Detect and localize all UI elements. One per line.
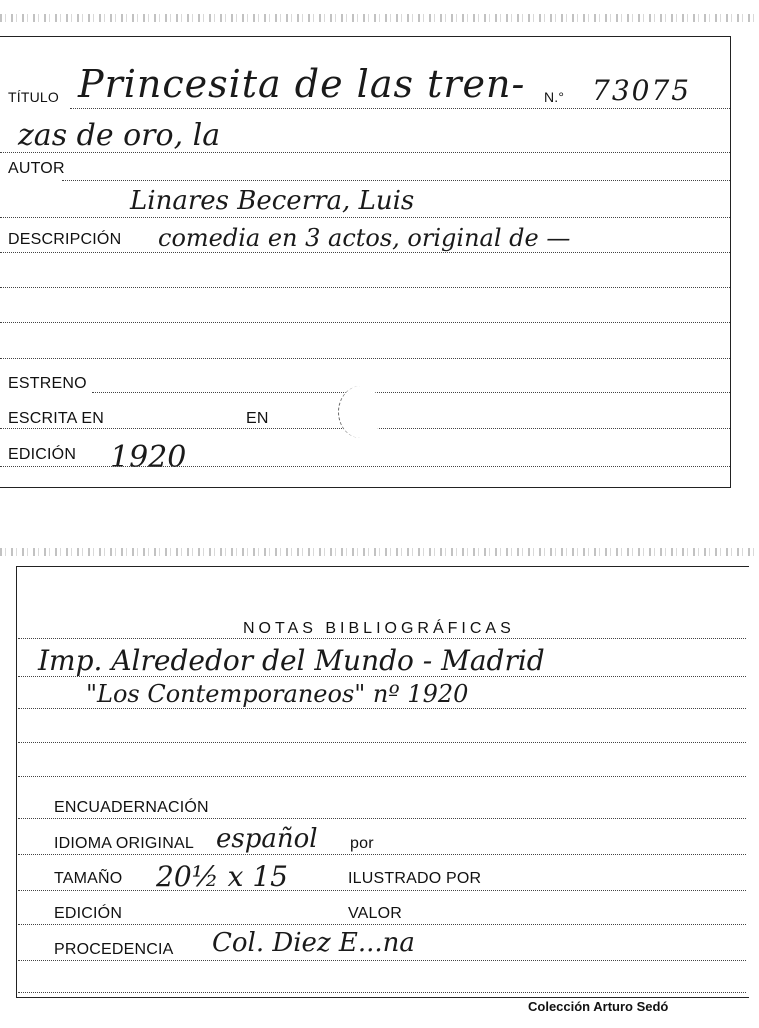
tamano-line [18, 890, 746, 891]
descripcion-line-3 [0, 322, 730, 323]
notas-line-3 [18, 708, 746, 709]
edicion-value-top: 1920 [110, 440, 187, 475]
notas-value-2: "Los Contemporaneos" nº 1920 [86, 680, 469, 708]
estreno-line [92, 392, 730, 393]
descripcion-label: DESCRIPCIÓN [8, 231, 122, 248]
encuadernacion-label: ENCUADERNACIÓN [54, 799, 209, 816]
edicion-label-top: EDICIÓN [8, 446, 77, 463]
collection-footer: Colección Arturo Sedó [528, 999, 669, 1014]
escrita-en-label: ESCRITA EN [8, 410, 104, 427]
autor-value: Linares Becerra, Luis [130, 186, 415, 216]
notas-line-4 [18, 742, 746, 743]
titulo-value-line1: Princesita de las tren- [78, 62, 526, 106]
edicion-line-top [0, 466, 730, 467]
numero-value: 73075 [592, 74, 692, 107]
edicion-line-bottom [18, 924, 746, 925]
por-label: por [350, 835, 374, 852]
estreno-label: ESTRENO [8, 375, 87, 392]
titulo-value-line2: zas de oro, la [18, 118, 221, 153]
ilustrado-por-label: ILUSTRADO POR [348, 870, 482, 887]
autor-line-1 [62, 180, 730, 181]
valor-label: VALOR [348, 905, 403, 922]
titulo-line-1 [70, 108, 730, 109]
descripcion-line-4 [0, 358, 730, 359]
notas-value-1: Imp. Alrededor del Mundo - Madrid [38, 644, 545, 677]
tamano-label: TAMAÑO [54, 870, 123, 887]
tamano-value: 20½ x 15 [156, 860, 288, 893]
descripcion-line-1 [0, 252, 730, 253]
edicion-label-bottom: EDICIÓN [54, 905, 123, 922]
idioma-original-value: español [216, 824, 318, 854]
numero-label: N.° [544, 89, 565, 105]
autor-line-2 [0, 217, 730, 218]
scan-noise-middle [0, 548, 759, 556]
procedencia-label: PROCEDENCIA [54, 941, 174, 958]
notas-line-1 [18, 638, 746, 639]
notas-line-5 [18, 776, 746, 777]
descripcion-line-2 [0, 287, 730, 288]
bottom-card-line [18, 992, 746, 993]
descripcion-value: comedia en 3 actos, original de — [158, 224, 571, 252]
scan-noise-top [0, 14, 759, 22]
encuadernacion-line [18, 818, 746, 819]
notas-line-2 [18, 676, 746, 677]
notas-heading: NOTAS BIBLIOGRÁFICAS [243, 620, 515, 637]
procedencia-line [18, 960, 746, 961]
procedencia-value: Col. Diez E...na [212, 928, 415, 958]
en-label: EN [246, 410, 269, 427]
autor-label: AUTOR [8, 160, 65, 177]
idioma-original-label: IDIOMA ORIGINAL [54, 835, 194, 852]
stamp-mark [338, 386, 383, 438]
titulo-line-2 [0, 152, 730, 153]
idioma-original-line [18, 854, 746, 855]
titulo-label: TÍTULO [8, 89, 59, 105]
